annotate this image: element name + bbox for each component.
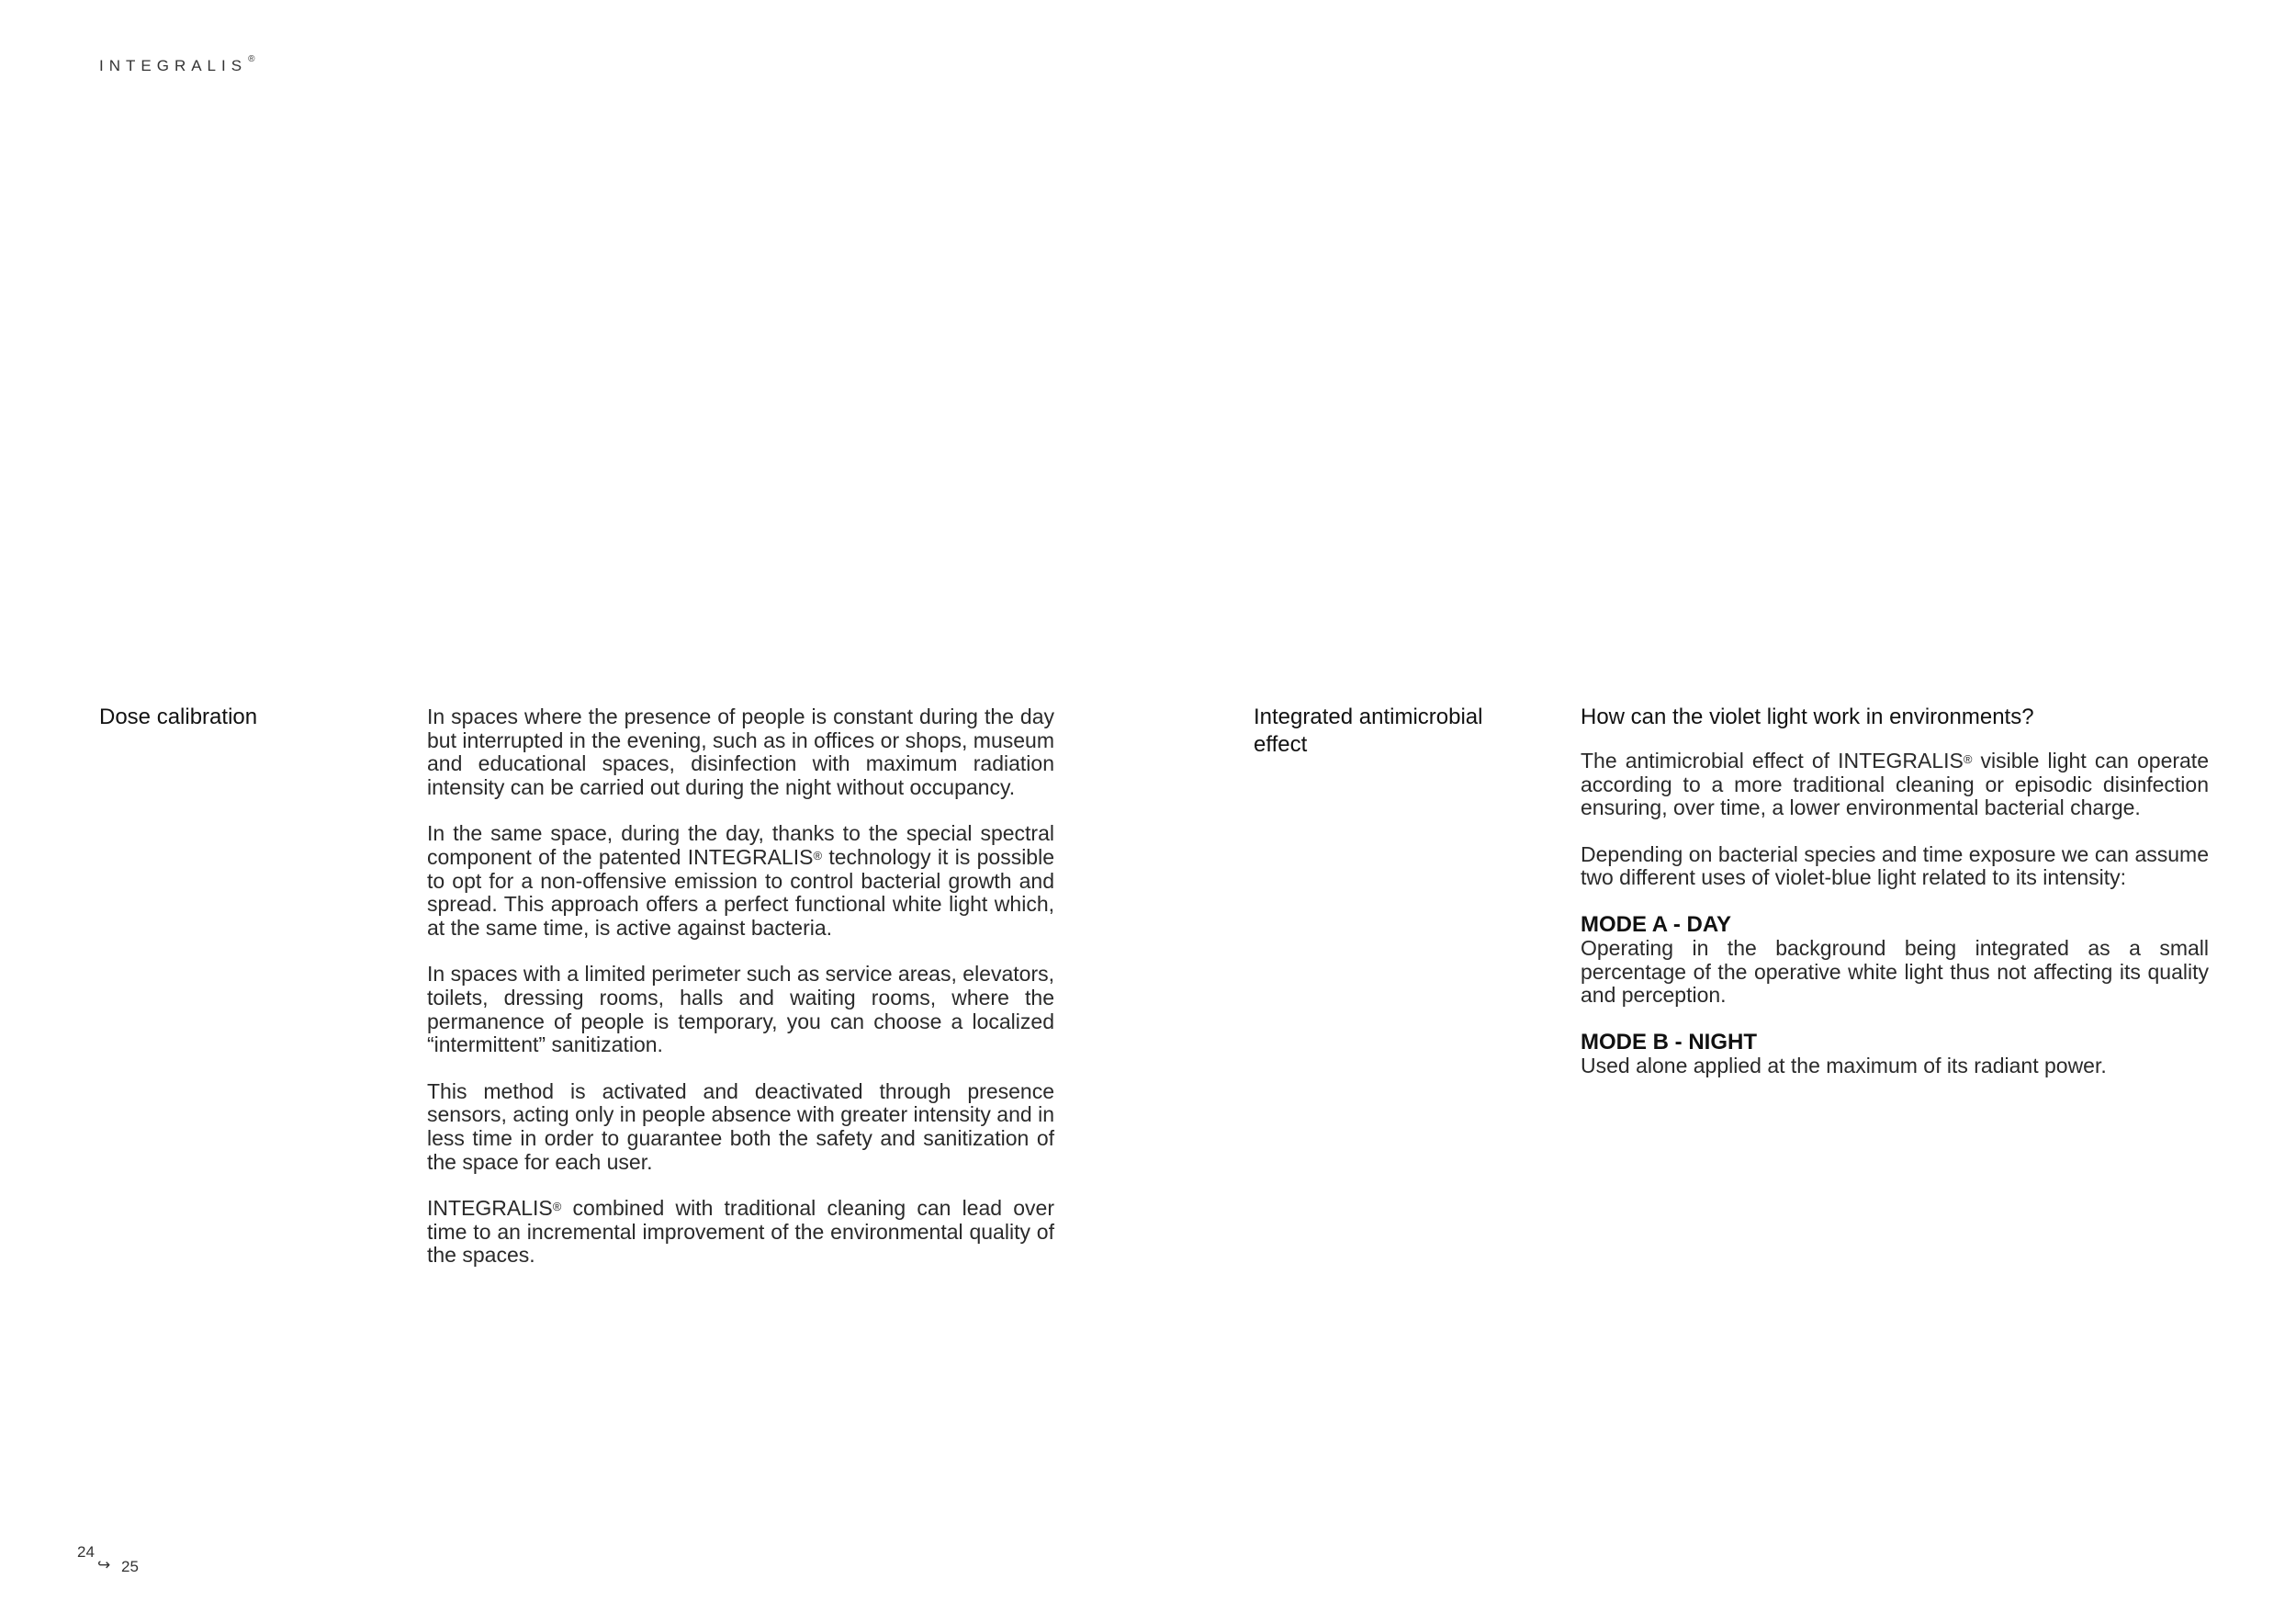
body-paragraph: In spaces with a limited perimeter such as service areas, elevators, toilets, dressing rooms, halls and waiting rooms, where the permanence of people is temporary, you can choose a localized “intermittent” sanitization.: [427, 962, 1054, 1057]
mode-a-title: MODE A - DAY: [1581, 911, 1732, 937]
registered-mark: ®: [813, 848, 823, 863]
body-paragraph: INTEGRALIS® combined with traditional cleaning can lead over time to an incremental improvement of the environmental quality of the spaces.: [427, 1196, 1054, 1268]
brand-name: INTEGRALIS: [99, 57, 248, 74]
dose-calibration-body: [427, 705, 1054, 1268]
mode-b-text: Used alone applied at the maximum of its radiant power.: [1581, 1053, 2107, 1077]
turn-arrow-icon: ↪: [97, 1556, 111, 1573]
registered-mark: ®: [552, 1200, 562, 1214]
mode-a-text: Operating in the background being integrated as a small percentage of the operative white light thus not affecting its quality and perception.: [1581, 935, 2209, 1008]
body-paragraph: In spaces where the presence of people is constant during the day but interrupted in the evening, such as in offices or shops, museum and educational spaces, disinfection with maximum radiation intensity can be carried out during the night without occupancy.: [427, 705, 1054, 799]
antimicrobial-effect-body: [1581, 704, 2209, 1077]
section-title-antimicrobial-effect: Integrated antimicrobial effect: [1254, 705, 1483, 757]
registered-mark: ®: [248, 54, 255, 64]
brand-header: [99, 54, 255, 75]
mode-b-title: MODE B - NIGHT: [1581, 1029, 1757, 1054]
page-number-right: 25: [121, 1558, 139, 1575]
page-number-left: 24: [77, 1543, 95, 1561]
body-paragraph: The antimicrobial effect of INTEGRALIS® visible light can operate according to a more traditional cleaning or episodic disinfection ensuring, over time, a lower environmental bacterial charge.: [1581, 749, 2209, 820]
section-title-dose-calibration: Dose calibration: [99, 705, 258, 729]
body-paragraph: In the same space, during the day, thanks to the special spectral component of the patented INTEGRALIS® technology it is possible to opt for a non-offensive emission to control bacterial growth and spread. This approach offers a perfect functional white light which, at the same time, is active against bacteria.: [427, 821, 1055, 940]
body-paragraph: This method is activated and deactivated through presence sensors, acting only in people absence with greater intensity and in less time in order to guarantee both the safety and sanitization of the space for each user.: [427, 1078, 1054, 1174]
section-question: How can the violet light work in environments?: [1581, 705, 2034, 729]
body-paragraph: Depending on bacterial species and time exposure we can assume two different uses of violet-blue light related to its intensity:: [1581, 841, 2209, 890]
registered-mark: ®: [1963, 752, 1973, 766]
